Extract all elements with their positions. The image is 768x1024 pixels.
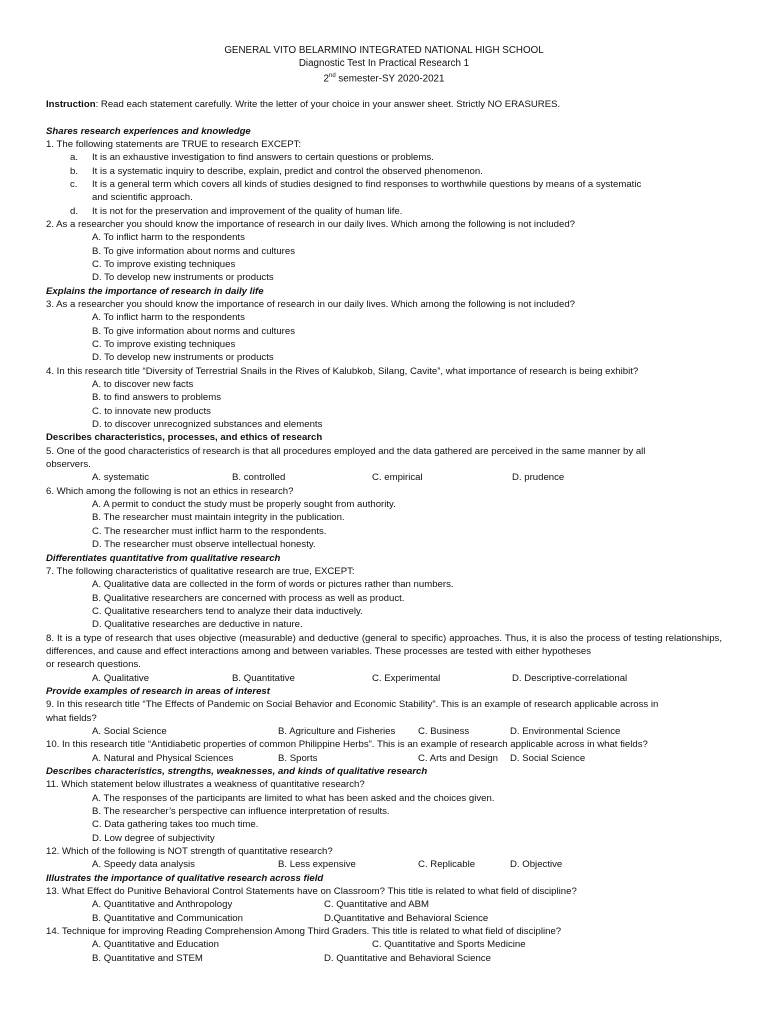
section-heading: Differentiates quantitative from qualitative research (46, 552, 281, 564)
answer-option: A. to discover new facts (92, 379, 194, 391)
question-text: what fields? (46, 712, 97, 724)
section-heading: Shares research experiences and knowledge (46, 125, 251, 137)
answer-option: C. empirical (372, 472, 423, 484)
question-text: 7. The following characteristics of qualitative research are true, EXCEPT: (46, 565, 355, 577)
answer-option: D. Low degree of subjectivity (92, 832, 215, 844)
answer-options-row (46, 952, 722, 965)
answer-option: D. to discover unrecognized substances and elements (92, 419, 323, 431)
answer-option: B. to find answers to problems (92, 392, 222, 404)
answer-option: A. Natural and Physical Sciences (92, 752, 234, 764)
option-text: It is a general term which covers all kinds of studies designed to find responses to worthwhile questions by means of a systematic (92, 178, 642, 190)
option-letter: d. (70, 205, 79, 217)
answer-option: B. Agriculture and Fisheries (278, 725, 396, 737)
answer-option: C. Business (418, 725, 470, 737)
answer-option: D. To develop new instruments or products (92, 272, 274, 284)
answer-option: B. The researcher’s perspective can influence interpretation of results. (92, 806, 390, 818)
answer-option: C. to innovate new products (92, 405, 211, 417)
answer-option (46, 151, 722, 164)
answer-option (46, 165, 722, 178)
answer-option: C. Qualitative researchers tend to analyze their data inductively. (92, 605, 363, 617)
option-text: It is an exhaustive investigation to find answers to certain questions or problems. (92, 152, 434, 164)
question-text: 1. The following statements are TRUE to research EXCEPT: (46, 138, 302, 150)
answer-option: D. To develop new instruments or products (92, 352, 274, 364)
answer-option: A. A permit to conduct the study must be properly sought from authority. (92, 499, 396, 511)
answer-option: C. To improve existing techniques (92, 339, 236, 350)
section-heading: Describes characteristics, strengths, weaknesses, and kinds of qualitative research (46, 766, 428, 777)
answer-option: D. prudence (512, 472, 565, 484)
answer-option: A. Quantitative and Education (92, 939, 219, 951)
question-text: observers. (46, 459, 91, 471)
answer-option: A. Quantitative and Anthropology (92, 899, 233, 911)
answer-option: C. Data gathering takes too much time. (92, 819, 259, 831)
answer-option: D. Qualitative researches are deductive in nature. (92, 619, 303, 631)
answer-option: D. Environmental Science (510, 725, 621, 737)
question-text: 3. As a researcher you should know the importance of research in our daily lives. Which among the following is not included? (46, 298, 576, 310)
question-text: 11. Which statement below illustrates a weakness of quantitative research? (46, 779, 365, 791)
answer-option: D. Descriptive-correlational (512, 672, 628, 684)
answer-option: B. To give information about norms and cultures (92, 245, 295, 257)
answer-option: C. Experimental (372, 672, 441, 684)
section-heading: Explains the importance of research in daily life (46, 285, 264, 297)
answer-option: B. Less expensive (278, 859, 356, 871)
answer-option: C. Replicable (418, 859, 476, 871)
answer-option: D. The researcher must observe intellectual honesty. (92, 539, 316, 551)
answer-option: C. To improve existing techniques (92, 258, 236, 270)
answer-option: A. Qualitative (92, 672, 150, 684)
instruction (46, 98, 736, 111)
question-text: 6. Which among the following is not an ethics in research? (46, 485, 294, 497)
answer-option: D. Social Science (510, 752, 586, 764)
option-text: It is not for the preservation and improvement of the quality of human life. (92, 205, 403, 217)
question-text: 10. In this research title “Antidiabetic properties of common Philippine Herbs”. This is an example of research applicable across in what fields? (46, 739, 648, 751)
question-text: 9. In this research title “The Effects of Pandemic on Social Behavior and Economic Stability”. This is an example of research applicable across in (46, 699, 659, 711)
test-title: Diagnostic Test In Practical Research 1 (298, 58, 470, 69)
option-text: and scientific approach. (92, 192, 193, 204)
option-letter (70, 191, 92, 204)
answer-options-row (46, 672, 722, 685)
question-text: 8. It is a type of research that uses objective (measurable) and deductive (general to specific) approaches. Thus, it is also the process of testing relationships, differences, and cause and effect interactions among and between variables. These processes are tested with either hypotheses (46, 632, 722, 657)
section-heading: Describes characteristics, processes, and ethics of research (46, 432, 323, 444)
answer-option: B. Quantitative and STEM (92, 952, 203, 964)
answer-option: C. The researcher must inflict harm to the respondents. (92, 525, 327, 537)
option-text: It is a systematic inquiry to describe, explain, predict and control the observed phenomenon. (92, 165, 483, 177)
answer-option: B. Sports (278, 752, 318, 764)
answer-option: B. Quantitative (232, 672, 295, 684)
answer-option: A. systematic (92, 472, 150, 484)
document-header (0, 44, 768, 85)
instruction-text: : Read each statement carefully. Write the letter of your choice in your answer sheet. Strictly NO ERASURES. (95, 99, 561, 110)
semester-line (0, 70, 768, 85)
section-heading: Provide examples of research in areas of interest (46, 685, 270, 697)
answer-option: C. Quantitative and Sports Medicine (372, 939, 526, 951)
answer-option: A. The responses of the participants are limited to what has been asked and the choices given. (92, 792, 495, 804)
question-text: or research questions. (46, 659, 141, 671)
answer-option: B. Quantitative and Communication (92, 912, 243, 924)
question-text: 13. What Effect do Punitive Behavioral Control Statements have on Classroom? This title is related to what field of discipline? (46, 886, 577, 898)
answer-option: B. controlled (232, 472, 286, 484)
answer-option: A. Speedy data analysis (92, 859, 195, 871)
answer-option: D. Objective (510, 859, 563, 871)
answer-option: A. To inflict harm to the respondents (92, 232, 245, 244)
answer-options-row (46, 471, 722, 484)
answer-option: A. Qualitative data are collected in the form of words or pictures rather than numbers. (92, 579, 454, 591)
instruction-label: Instruction (46, 99, 96, 110)
answer-option: D.Quantitative and Behavioral Science (324, 912, 489, 924)
question-text: 12. Which of the following is NOT strength of quantitative research? (46, 846, 333, 858)
school-name: GENERAL VITO BELARMINO INTEGRATED NATIONAL HIGH SCHOOL (224, 45, 544, 56)
answer-option: D. Quantitative and Behavioral Science (324, 952, 491, 964)
answer-option (46, 178, 722, 191)
question-text: 14. Technique for improving Reading Comprehension Among Third Graders. This title is related to what field of discipline? (46, 926, 562, 938)
semester-suffix: nd (329, 73, 336, 79)
section-heading: Illustrates the importance of qualitative research across field (46, 872, 324, 884)
answer-option: B. Qualitative researchers are concerned with process as well as product. (92, 592, 405, 604)
semester-number: 2 (323, 73, 329, 85)
answer-option: A. Social Science (92, 725, 167, 737)
option-letter: b. (70, 165, 79, 177)
answer-options-row (46, 898, 722, 911)
option-letter: c. (70, 178, 78, 190)
answer-option: C. Arts and Design (418, 752, 498, 764)
questions-body (46, 125, 722, 966)
question-text: 4. In this research title “Diversity of Terrestrial Snails in the Rives of Kalubkob, Silang, Cavite”, what importance of research is being exhibit? (46, 365, 639, 377)
option-letter: a. (70, 152, 79, 164)
semester-rest: semester-SY 2020-2021 (335, 73, 445, 85)
question-text: 5. One of the good characteristics of research is that all procedures employed and the data gathered are perceived in the same manner by all (46, 445, 646, 457)
answer-options-row (46, 752, 722, 765)
answer-options-row (46, 938, 722, 951)
question-text: 2. As a researcher you should know the importance of research in our daily lives. Which among the following is not included? (46, 218, 576, 230)
answer-option (46, 205, 722, 218)
answer-options-row (46, 912, 722, 925)
answer-option: B. To give information about norms and cultures (92, 325, 295, 337)
answer-option: A. To inflict harm to the respondents (92, 312, 245, 324)
answer-option (46, 191, 722, 204)
answer-options-row (46, 858, 722, 871)
answer-option: B. The researcher must maintain integrity in the publication. (92, 512, 345, 524)
answer-options-row (46, 725, 722, 738)
answer-option: C. Quantitative and ABM (324, 899, 430, 911)
